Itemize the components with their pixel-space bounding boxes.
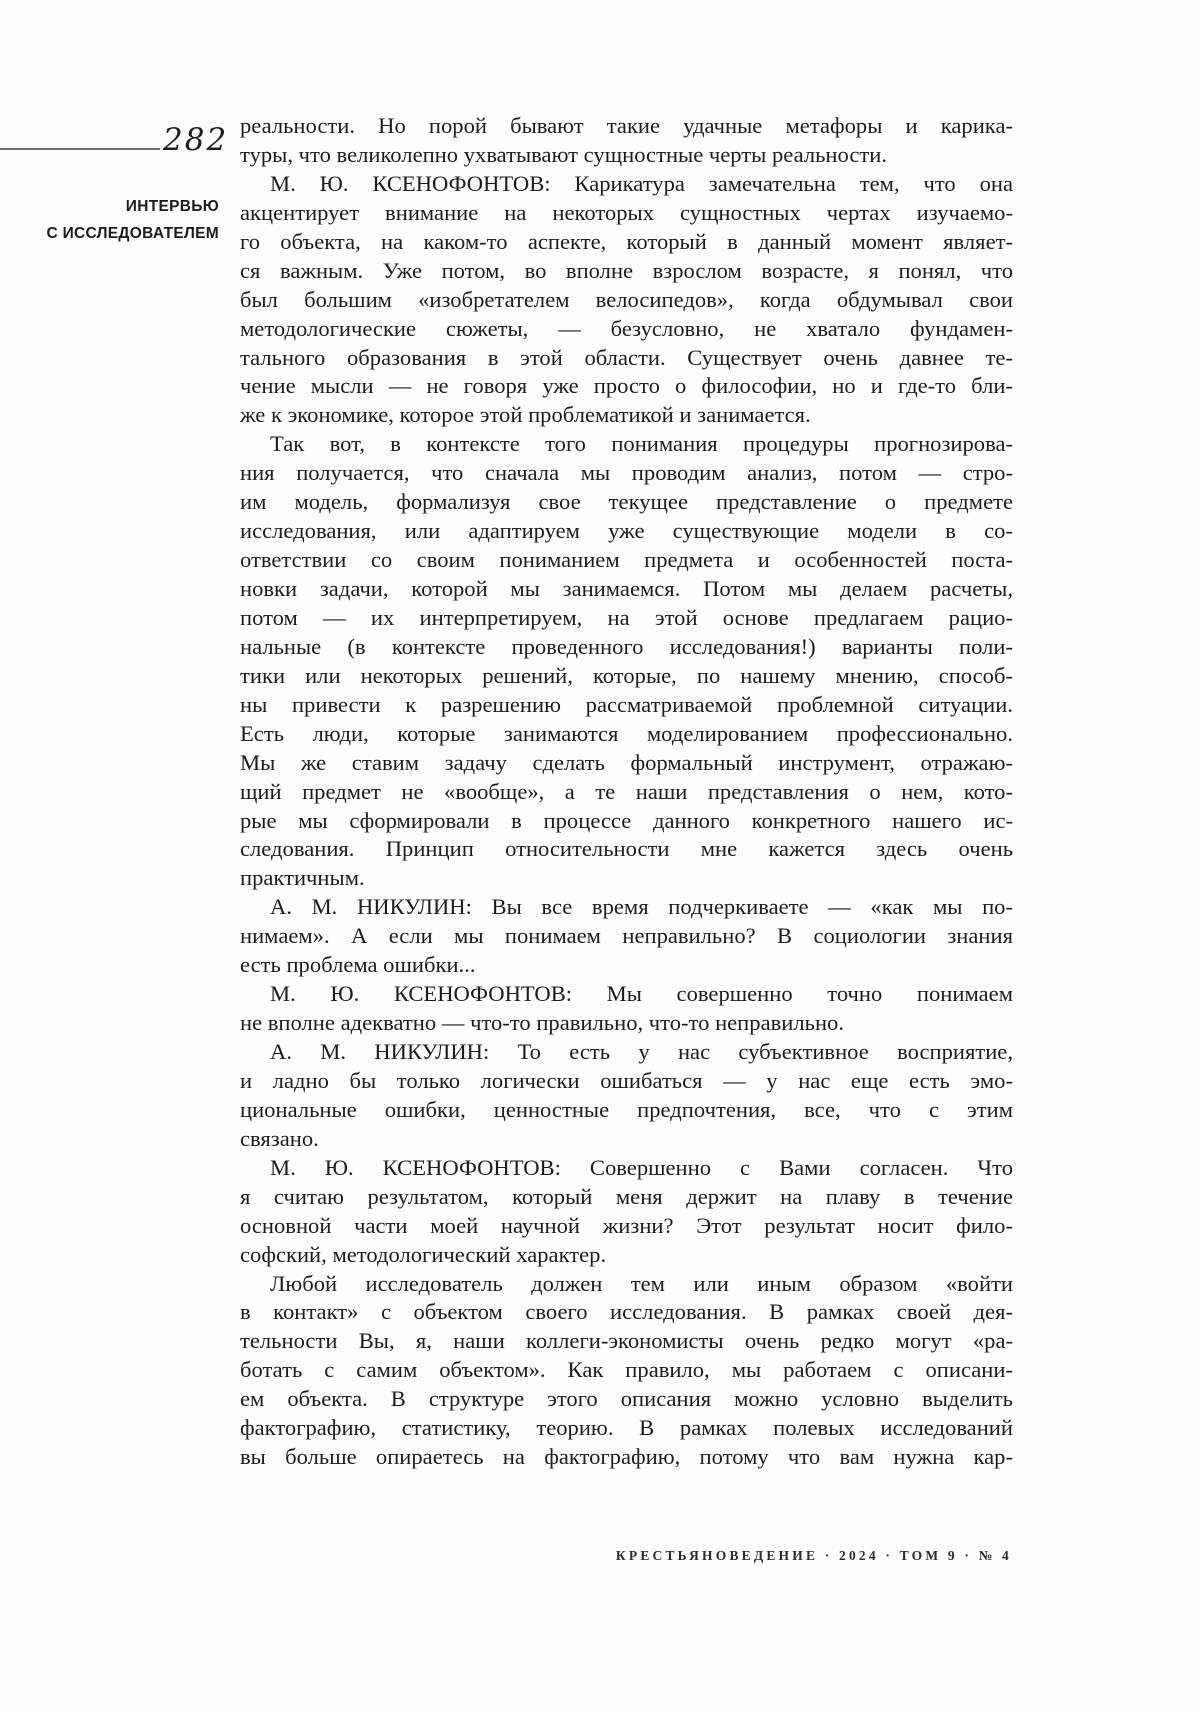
text-line: реальности. Но порой бывают такие удачные метафоры и карика- <box>240 113 1013 138</box>
text-line: ся важным. Уже потом, во вполне взрослом возрасте, я понял, что <box>240 257 1013 283</box>
text-line: методологические сюжеты, — безусловно, не хватало фундамен- <box>240 315 1013 341</box>
text-line: основной части моей научной жизни? Этот результат носит фило- <box>240 1212 1013 1238</box>
text-line: М. Ю. КСЕНОФОНТОВ: Совершенно с Вами согласен. Что <box>270 1154 1013 1180</box>
text-line: тельности Вы, я, наши коллеги-экономисты очень редко могут «ра- <box>240 1328 1013 1354</box>
text-line: есть проблема ошибки... <box>240 952 476 978</box>
text-line: щий предмет не «вообще», а те наши представления о нем, кото- <box>240 778 1013 804</box>
text-line: тального образования в этой области. Существует очень давнее те- <box>240 344 1013 370</box>
text-line: Так вот, в контексте того понимания процедуры прогнозирова- <box>270 431 1013 457</box>
text-line: М. Ю. КСЕНОФОНТОВ: Карикатура замечательна тем, что она <box>270 170 1013 196</box>
text-line: им модель, формализуя свое текущее представление о предмете <box>240 489 1013 515</box>
text-line: М. Ю. КСЕНОФОНТОВ: Мы совершенно точно понимаем <box>270 981 1013 1007</box>
text-line: акцентирует внимание на некоторых сущностных чертах изучаемо- <box>240 199 1013 225</box>
text-line: практичным. <box>240 865 365 891</box>
text-line: Есть люди, которые занимаются моделированием профессионально. <box>240 720 1013 746</box>
text-line: А. М. НИКУЛИН: То есть у нас субъективное восприятие, <box>270 1039 1013 1064</box>
text-line: следования. Принцип относительности мне кажется здесь очень <box>240 836 1013 862</box>
body-text <box>240 112 1013 1472</box>
text-line: фактографию, статистику, теорию. В рамках полевых исследований <box>240 1415 1013 1441</box>
section-label-line2: С ИССЛЕДОВАТЕЛЕМ <box>46 225 219 242</box>
text-line: и ладно бы только логически ошибаться — у нас еще есть эмо- <box>240 1067 1013 1093</box>
text-line: же к экономике, которое этой проблематикой и занимается. <box>240 402 811 428</box>
text-line: ем объекта. В структуре этого описания можно условно выделить <box>240 1386 1013 1412</box>
text-line: был большим «изобретателем велосипедов», когда обдумывал свои <box>240 286 1013 312</box>
text-line: А. М. НИКУЛИН: Вы все время подчеркиваете — «как мы по- <box>270 894 1013 920</box>
text-line: ны привести к разрешению рассматриваемой проблемной ситуации. <box>240 691 1013 717</box>
page-number: 282 <box>163 122 229 158</box>
text-line: вы больше опираетесь на фактографию, потому что вам нужна кар- <box>240 1444 1013 1470</box>
text-line: го объекта, на каком-то аспекте, который в данный момент являет- <box>240 228 1013 254</box>
text-line: ботать с самим объектом». Как правило, мы работаем с описани- <box>240 1357 1013 1383</box>
running-title-footer: КРЕСТЬЯНОВЕДЕНИЕ · 2024 · ТОМ 9 · № 4 <box>615 1548 1012 1563</box>
text-line: туры, что великолепно ухватывают сущностные черты реальности. <box>240 141 887 167</box>
text-line: ответствии со своим пониманием предмета и особенностей поста- <box>240 547 1013 573</box>
text-line: связано. <box>240 1125 319 1151</box>
text-line: исследования, или адаптируем уже существующие модели в со- <box>240 518 1013 544</box>
text-line: циональные ошибки, ценностные предпочтения, все, что с этим <box>240 1096 1013 1122</box>
margin-rule <box>0 148 160 150</box>
text-line: софский, методологический характер. <box>240 1241 607 1267</box>
text-line: Любой исследователь должен тем или иным образом «войти <box>270 1270 1013 1296</box>
text-line: ния получается, что сначала мы проводим анализ, потом — стро- <box>240 460 1013 486</box>
text-line: потом — их интерпретируем, на этой основе предлагаем рацио- <box>240 604 1013 630</box>
text-line: тики или некоторых решений, которые, по нашему мнению, способ- <box>240 662 1013 688</box>
text-line: нальные (в контексте проведенного исследования!) варианты поли- <box>240 633 1013 659</box>
text-line: рые мы сформировали в процессе данного конкретного нашего ис- <box>240 807 1013 833</box>
section-label-line1: ИНТЕРВЬЮ <box>125 198 219 215</box>
text-line: я считаю результатом, который меня держит на плаву в течение <box>240 1183 1013 1209</box>
text-line: не вполне адекватно — что-то правильно, что-то неправильно. <box>240 1010 844 1036</box>
text-line: нимаем». А если мы понимаем неправильно? В социологии знания <box>240 923 1013 949</box>
text-line: новки задачи, которой мы занимаемся. Потом мы делаем расчеты, <box>240 576 1013 601</box>
text-line: Мы же ставим задачу сделать формальный инструмент, отражаю- <box>240 749 1013 775</box>
section-label <box>0 193 219 247</box>
text-line: в контакт» с объектом своего исследования. В рамках своей дея- <box>240 1299 1013 1325</box>
text-line: чение мысли — не говоря уже просто о философии, но и где-то бли- <box>240 373 1013 399</box>
